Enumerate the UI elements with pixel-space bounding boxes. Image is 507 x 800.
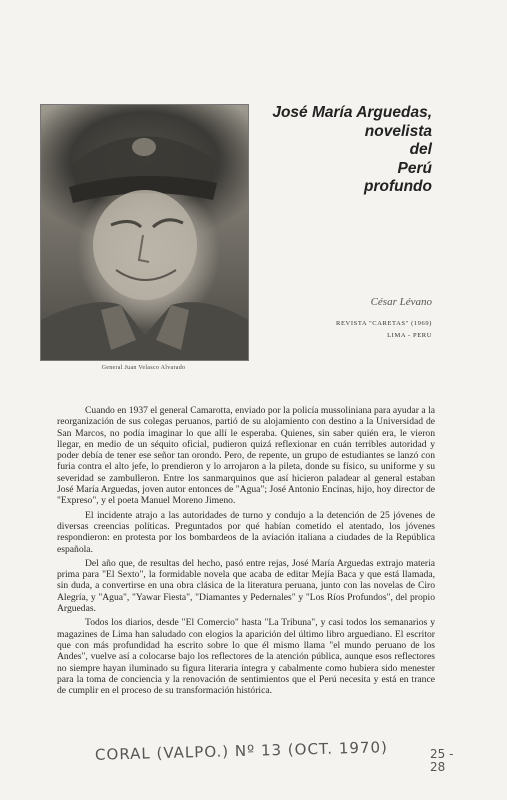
author-name: César Lévano: [370, 296, 432, 308]
portrait-photo: [40, 104, 249, 361]
page-number: [430, 748, 453, 774]
title-line: Perú: [397, 159, 432, 177]
handwritten-annotation: CORAL (VALPO.) Nº 13 (OCT. 1970): [94, 738, 389, 764]
article-title: [262, 104, 432, 197]
body-paragraph: Todos los diarios, desde "El Comercio" hasta "La Tribuna", y casi todos los semanarios y magazines de Lima han saludado con elogios la aparición del último libro arguediano. El escritor que con más profundidad ha escrito sobre lo que él mismo llama "el mundo peruano de los Andes", vuelve así a colocarse bajo los reflectores de la atención pública, aunque esos reflectores no siempre hayan iluminado su figura literaria íntegra y cabalmente como hubiera sido menester para la toma de conciencia y la renovación de sentimientos que el Perú necesita y está en trance de cumplir en el proceso de su transformación histórica.: [57, 617, 435, 697]
body-paragraph: Del año que, de resultas del hecho, pasó entre rejas, José María Arguedas extrajo materia prima para "El Sexto", la formidable novela que acaba de editar Mejía Baca y que está llamada, sin duda, a convertirse en una obra clásica de la literatura peruana, junto con las novelas de Ciro Alegría, y "Agua", "Yawar Fiesta", "Diamantes y Pedernales" y "Los Ríos Profundos", del propio Arguedas.: [57, 557, 435, 615]
page-number-line: 28: [430, 760, 446, 774]
body-paragraph: Cuando en 1937 el general Camarotta, enviado por la policía mussoliniana para ayudar a la reorganización de sus colegas peruanos, partió de su alojamiento con destino a la Universidad de San Marcos, no podía imaginar lo que allí le esperaba. Quienes, sin saber quién era, le vieron llegar, en medio de un séquito oficial, pudieron quizá reflexionar en cuán terribles autoridad y poder debía de tener ese señor tan orondo. Pero, de repente, un grupo de estudiantes se lanzó con furia contra el alto jefe, lo prendieron y lo arrojaron a la pileta, donde su físico, su uniforme y su severidad se zambulleron. Entre los sanmarquinos que así hicieron paladear al general estaban José María Arguedas, joven autor entonces de "Agua"; José Antonio Encinas, hijo, hoy director de "Expreso", y el poeta Manuel Moreno Jimeno.: [57, 405, 435, 507]
title-line: profundo: [363, 178, 432, 195]
source-line: REVISTA "CARETAS" (1969): [336, 320, 432, 327]
title-line: José María Arguedas,: [272, 104, 432, 121]
page-number-line: 25 -: [430, 747, 454, 761]
title-line: novelista: [364, 122, 432, 140]
body-paragraph: El incidente atrajo a las autoridades de turno y condujo a la detención de 25 jóvenes de diversas creencias políticas. Preguntados por qué habían cometido el atentado, los jóvenes respondieron: en protesta por los bombardeos de la aviación italiana a ciudades de la República española.: [57, 509, 435, 555]
title-line: del: [409, 141, 432, 158]
source-line: LIMA - PERU: [387, 332, 432, 339]
source-info: [300, 318, 432, 342]
article-body: [57, 405, 435, 699]
photo-caption: General Juan Velasco Alvarado: [101, 365, 186, 371]
portrait-illustration: [41, 105, 248, 360]
